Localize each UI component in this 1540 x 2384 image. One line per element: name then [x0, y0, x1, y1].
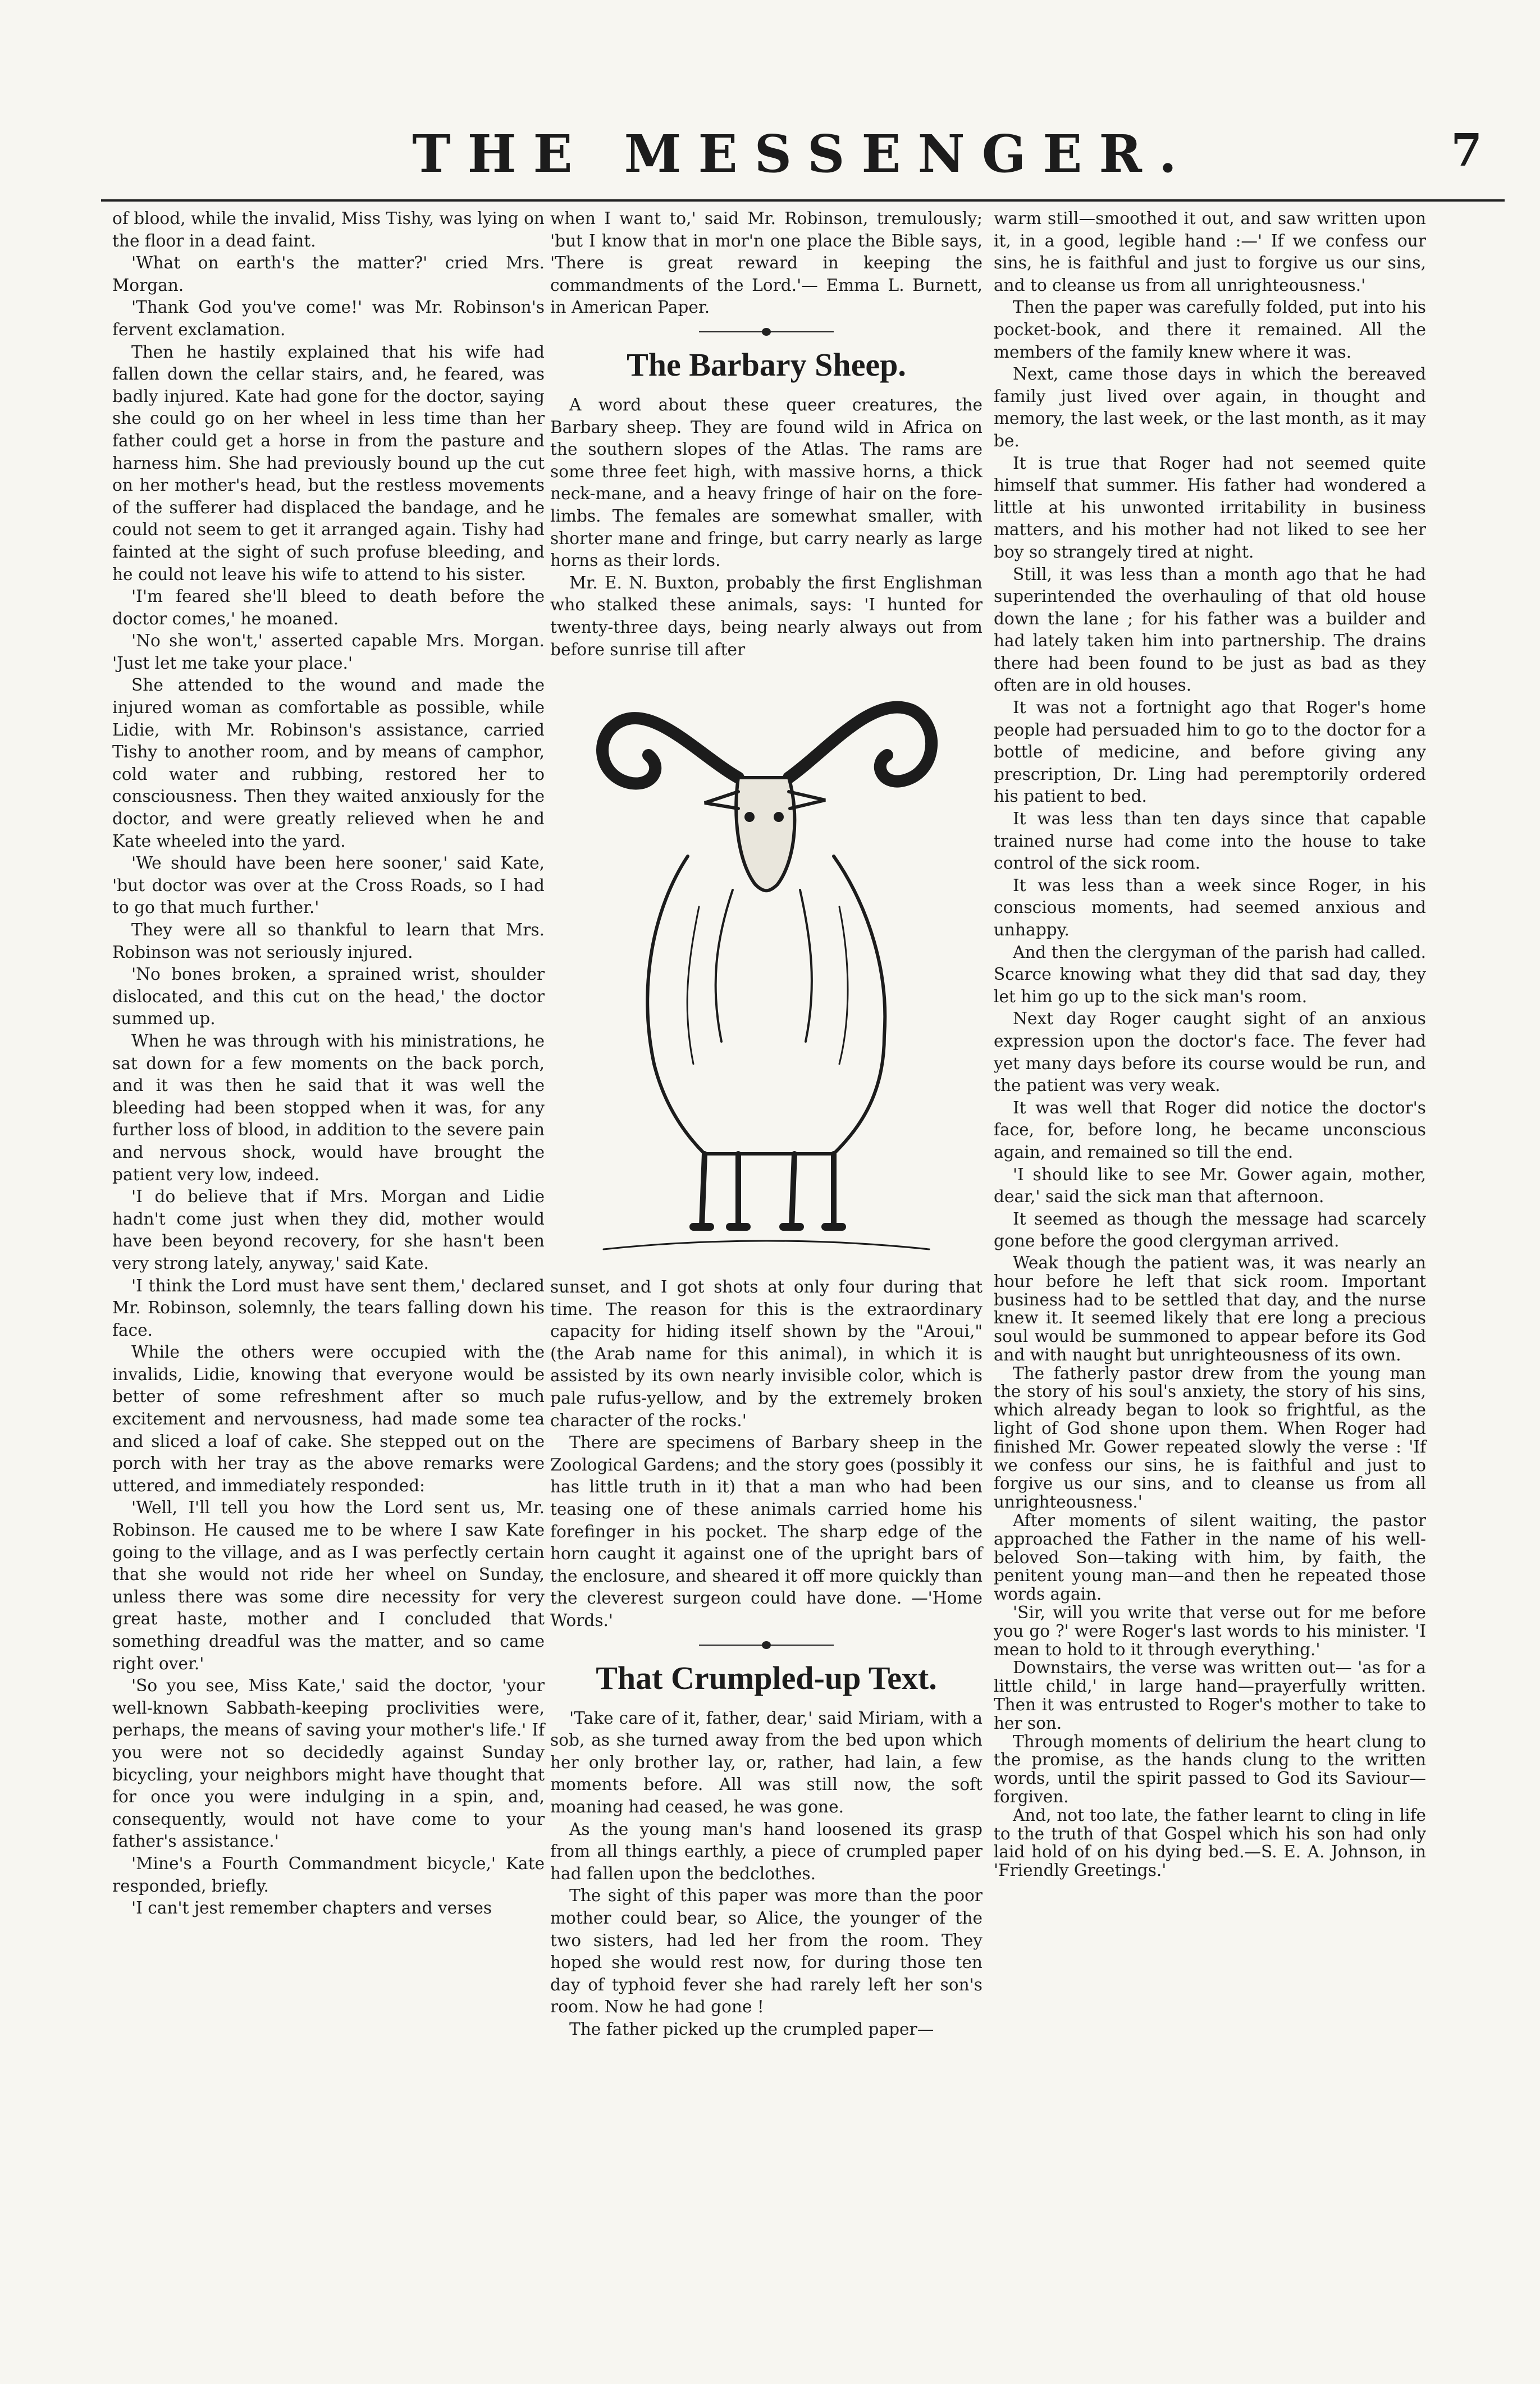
paragraph: The sight of this paper was more than the poor mother could bear, so Alice, the younger of the two sisters, had led her from the room. They hoped she would rest now, for during those ten day of typhoid fever she had rarely left her son's room. Now he had gone !: [550, 1886, 983, 2017]
section-separator: [699, 1645, 834, 1646]
paragraph: 'So you see, Miss Kate,' said the doctor, 'your well-known Sabbath-keeping proclivities were, perhaps, the means of saving your mother's life.' If you were not so decidedly against Sunday bicycling, your neighbors might have thought that for once you were indulging in a spin, and, consequently, would not have come to your father's assistance.': [112, 1676, 545, 1851]
paragraph: They were all so thankful to learn that Mrs. Robinson was not seriously injured.: [112, 920, 545, 962]
paragraph: 'Take care of it, father, dear,' said Miriam, with a sob, as she turned away from the bed upon which her only brother lay, or, rather, had lain, a few moments before. All was still now, the soft moaning had ceased, he was gone.: [550, 1708, 983, 1816]
paragraph: Mr. E. N. Buxton, probably the first Englishman who stalked these animals, says: 'I hunted for twenty-three days, being nearly always out from before sunrise till after: [550, 573, 983, 659]
paragraph: It seemed as though the message had scarcely gone before the good clergyman arrived.: [994, 1209, 1426, 1251]
page-number: 7: [1451, 124, 1482, 176]
masthead: THE MESSENGER.: [412, 124, 1194, 184]
paragraph: Next, came those days in which the bereaved family just lived over again, in thought and memory, the last week, or the last month, as it may be.: [994, 364, 1426, 450]
paragraph: It was well that Roger did notice the doctor's face, for, before long, he became unconscious again, and remained so till the end.: [994, 1098, 1426, 1162]
paragraph: It was less than ten days since that capable trained nurse had come into the house to take control of the sick room.: [994, 809, 1426, 873]
paragraph: sunset, and I got shots at only four during that time. The reason for this is the extraordinary capacity for hiding itself shown by the "Aroui," (the Arab name for this animal), in which it is assisted by its own nearly invisible color, which is pale rufus-yellow, and by the extremely broken character of the rocks.': [550, 1277, 983, 1430]
paragraph: 'Well, I'll tell you how the Lord sent us, Mr. Robinson. He caused me to be where I saw Kate going to the village, and as I was perfectly certain that she would not ride her wheel on Sunday, unless there was some dire necessity for very great haste, mother and I concluded that something dreadful was the matter, and so came right over.': [112, 1498, 545, 1673]
paragraph: 'Mine's a Fourth Commandment bicycle,' Kate responded, briefly.: [112, 1853, 545, 1896]
paragraph: 'Sir, will you write that verse out for me before you go ?' were Roger's last words to his minister. 'I mean to hold to it through everything.': [994, 1603, 1426, 1659]
column-2: [550, 208, 983, 2041]
paragraph: The father picked up the crumpled paper—: [569, 2019, 934, 2039]
page-header: [112, 124, 1493, 191]
paragraph: 'I can't jest remember chapters and verses: [131, 1898, 492, 1918]
paragraph: 'I should like to see Mr. Gower again, mother, dear,' said the sick man that afternoon.: [994, 1164, 1426, 1207]
paragraph: 'I'm feared she'll bleed to death before the doctor comes,' he moaned.: [112, 587, 545, 628]
section-separator: [699, 331, 834, 332]
paragraph: It was less than a week since Roger, in his conscious moments, had seemed anxious and unhappy.: [994, 875, 1426, 939]
paragraph: Through moments of delirium the heart clung to the promise, as the hands clung to the written words, until the spirit passed to God its Saviour—forgiven.: [994, 1732, 1426, 1807]
header-rule: [101, 199, 1505, 202]
paragraph: The fatherly pastor drew from the young man the story of his soul's anxiety, the story of his sins, which already began to look so frightful, as the light of God shone upon them. When Roger had finished Mr. Gower repeated slowly the verse : 'If we confess our sins, he is faithful and just to forgive us our sins, and to cleanse us from all unrighteousness.': [994, 1363, 1426, 1512]
paragraph: 'I do believe that if Mrs. Morgan and Lidie hadn't come just when they did, mother would have been beyond recovery, for she hasn't been very strong lately, anyway,' said Kate.: [112, 1187, 545, 1273]
paragraph: 'No bones broken, a sprained wrist, shoulder dislocated, and this cut on the head,' the doctor summed up.: [112, 965, 545, 1029]
paragraph: when I want to,' said Mr. Robinson, tremulously; 'but I know that in mor'n one place the Bible says, 'There is great reward in keeping the commandments of the Lord.'— Emma L. Burnett, in American Paper.: [550, 209, 983, 317]
paragraph: 'We should have been here sooner,' said Kate, 'but doctor was over at the Cross Roads, so I had to go that much further.': [112, 853, 545, 917]
paragraph: Next day Roger caught sight of an anxious expression upon the doctor's face. The fever had yet many days before its course would be run, and the patient was very weak.: [994, 1009, 1426, 1095]
paragraph: It is true that Roger had not seemed quite himself that summer. His father had wondered a little at his unwonted irritability in business matters, and his mother had not liked to see her boy so strangely tired at night.: [994, 453, 1426, 561]
article-title-crumpled-text: That Crumpled-up Text.: [596, 1659, 937, 1696]
paragraph: As the young man's hand loosened its grasp from all things earthly, a piece of crumpled paper had fallen upon the bedclothes.: [550, 1819, 983, 1883]
paragraph: of blood, while the invalid, Miss Tishy, was lying on the floor in a dead faint.: [112, 209, 545, 250]
paragraph: Weak though the patient was, it was nearly an hour before he left that sick room. Important business had to be settled that day, and the nurse knew it. It seemed likely that ere long a precious soul would be summoned to appear before its God and with naught but unrighteousness of its own.: [994, 1253, 1426, 1364]
paragraph: Then he hastily explained that his wife had fallen down the cellar stairs, and, he feared, was badly injured. Kate had gone for the doctor, saying she could go on her wheel in less time than her father could get a horse in from the pasture and harness him. She had previously bound up the cut on her mother's head, but the restless movements of the sufferer had displaced the bandage, and he could not seem to get it arranged again. Tishy had fainted at the sight of such profuse bleeding, and he could not leave his wife to attend to his sister.: [112, 342, 545, 584]
article-title-barbary-sheep: The Barbary Sheep.: [627, 346, 906, 383]
paragraph: Still, it was less than a month ago that he had superintended the overhauling of that old house down the lane ; for his father was a builder and had lately taken him into partnership. The drains there had been found to be just as bad as they often are in old houses.: [994, 564, 1426, 695]
barbary-sheep-illustration: [570, 671, 963, 1266]
paragraph: And, not too late, the father learnt to cling in life to the truth of that Gospel which his son had only laid hold of on his dying bed.—S. E. A. Johnson, in 'Friendly Greetings.': [994, 1805, 1426, 1880]
paragraph: When he was through with his ministrations, he sat down for a few moments on the back porch, and it was then he said that it was well the bleeding had been stopped when it was, for any further loss of blood, in addition to the severe pain and nervous shock, would have brought the patient very low, indeed.: [112, 1031, 545, 1184]
paragraph: And then the clergyman of the parish had called. Scarce knowing what they did that sad day, they let him go up to the sick man's room.: [994, 942, 1426, 1006]
paragraph: 'Thank God you've come!' was Mr. Robinson's fervent exclamation.: [112, 298, 545, 339]
paragraph: After moments of silent waiting, the pastor approached the Father in the name of his well-beloved Son—taking with him, by faith, the penitent young man—and then he repeated those words again.: [994, 1511, 1426, 1604]
paragraph: Downstairs, the verse was written out— 'as for a little child,' in large hand—prayerfully written. Then it was entrusted to Roger's mother to take to her son.: [994, 1658, 1426, 1733]
paragraph: 'I think the Lord must have sent them,' declared Mr. Robinson, solemnly, the tears falling down his face.: [112, 1276, 545, 1340]
paragraph: 'What on earth's the matter?' cried Mrs. Morgan.: [112, 253, 545, 295]
paragraph: While the others were occupied with the invalids, Lidie, knowing that everyone would be better of some refreshment after so much excitement and nervousness, had made some tea and sliced a loaf of cake. She stepped out on the porch with her tray as the above remarks were uttered, and immediately responded:: [112, 1342, 545, 1495]
paragraph: There are specimens of Barbary sheep in the Zoological Gardens; and the story goes (possibly it has little truth in it) that a man who had been teasing one of these animals carried home his forefinger in his pocket. The sharp edge of the horn caught it against one of the upright bars of the enclosure, and sheared it off more quickly than the cleverest surgeon could have done. —'Home Words.': [550, 1433, 983, 1630]
column-3: [994, 208, 1426, 1880]
paragraph: 'No she won't,' asserted capable Mrs. Morgan. 'Just let me take your place.': [112, 631, 545, 673]
small-print-section: [994, 1254, 1426, 1880]
paragraph: She attended to the wound and made the injured woman as comfortable as possible, while Lidie, with Mr. Robinson's assistance, carried Tishy to another room, and by means of camphor, cold water and rubbing, restored her to consciousness. Then they waited anxiously for the doctor, and were greatly relieved when he and Kate wheeled into the yard.: [112, 675, 545, 851]
paragraph: Then the paper was carefully folded, put into his pocket-book, and there it remained. All the members of the family knew where it was.: [994, 298, 1426, 362]
paragraph: warm still—smoothed it out, and saw written upon it, in a good, legible hand :—' If we confess our sins, he is faithful and just to forgive us our sins, and to cleanse us from all unrighteousness.': [994, 209, 1426, 295]
paragraph: A word about these queer creatures, the Barbary sheep. They are found wild in Africa on the southern slopes of the Atlas. The rams are some three feet high, with massive horns, a thick neck-mane, and a heavy fringe of hair on the fore-limbs. The females are somewhat smaller, with shorter mane and fringe, but carry nearly as large horns as their lords.: [550, 395, 983, 570]
paragraph: It was not a fortnight ago that Roger's home people had persuaded him to go to the doctor for a bottle of medicine, and before giving any prescription, Dr. Ling had peremptorily ordered his patient to bed.: [994, 698, 1426, 806]
column-1: [112, 208, 545, 1920]
